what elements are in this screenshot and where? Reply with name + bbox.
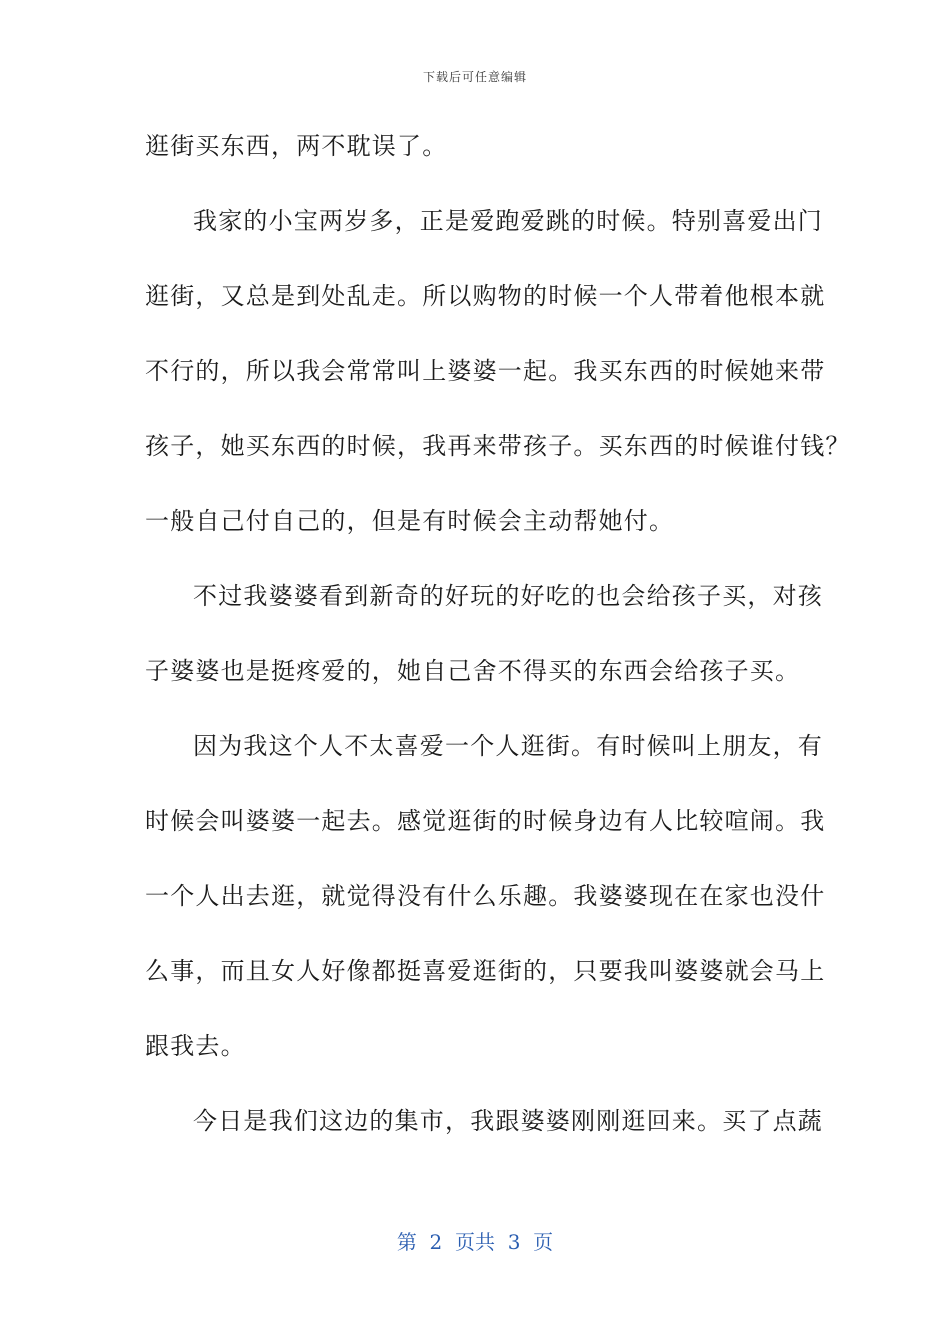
paragraph-start-line: 今日是我们这边的集市，我跟婆婆刚刚逛回来。买了点蔬 <box>193 1107 823 1135</box>
paragraph-start-line: 不过我婆婆看到新奇的好玩的好吃的也会给孩子买，对孩 <box>193 582 823 610</box>
body-line: 逛街买东西，两不耽误了。 <box>145 132 448 160</box>
body-line: 跟我去。 <box>145 1032 246 1060</box>
body-line: 一般自己付自己的，但是有时候会主动帮她付。 <box>145 507 675 535</box>
body-line: 孩子，她买东西的时候，我再来带孩子。买东西的时候谁付钱？ <box>145 432 851 460</box>
body-line: 不行的，所以我会常常叫上婆婆一起。我买东西的时候她来带 <box>145 357 826 385</box>
paragraph-start-line: 因为我这个人不太喜爱一个人逛街。有时候叫上朋友，有 <box>193 732 823 760</box>
body-line: 时候会叫婆婆一起去。感觉逛街的时候身边有人比较喧闹。我 <box>145 807 826 835</box>
page-number-footer: 第 2 页共 3 页 <box>396 1230 554 1254</box>
body-line: 子婆婆也是挺疼爱的，她自己舍不得买的东西会给孩子买。 <box>145 657 801 685</box>
body-line: 一个人出去逛，就觉得没有什么乐趣。我婆婆现在在家也没什 <box>145 882 826 910</box>
paragraph-start-line: 我家的小宝两岁多，正是爱跑爱跳的时候。特别喜爱出门 <box>193 207 823 235</box>
body-line: 逛街，又总是到处乱走。所以购物的时候一个人带着他根本就 <box>145 282 826 310</box>
body-line: 么事，而且女人好像都挺喜爱逛街的，只要我叫婆婆就会马上 <box>145 957 826 985</box>
page-header: 下载后可任意编辑 <box>422 70 527 84</box>
